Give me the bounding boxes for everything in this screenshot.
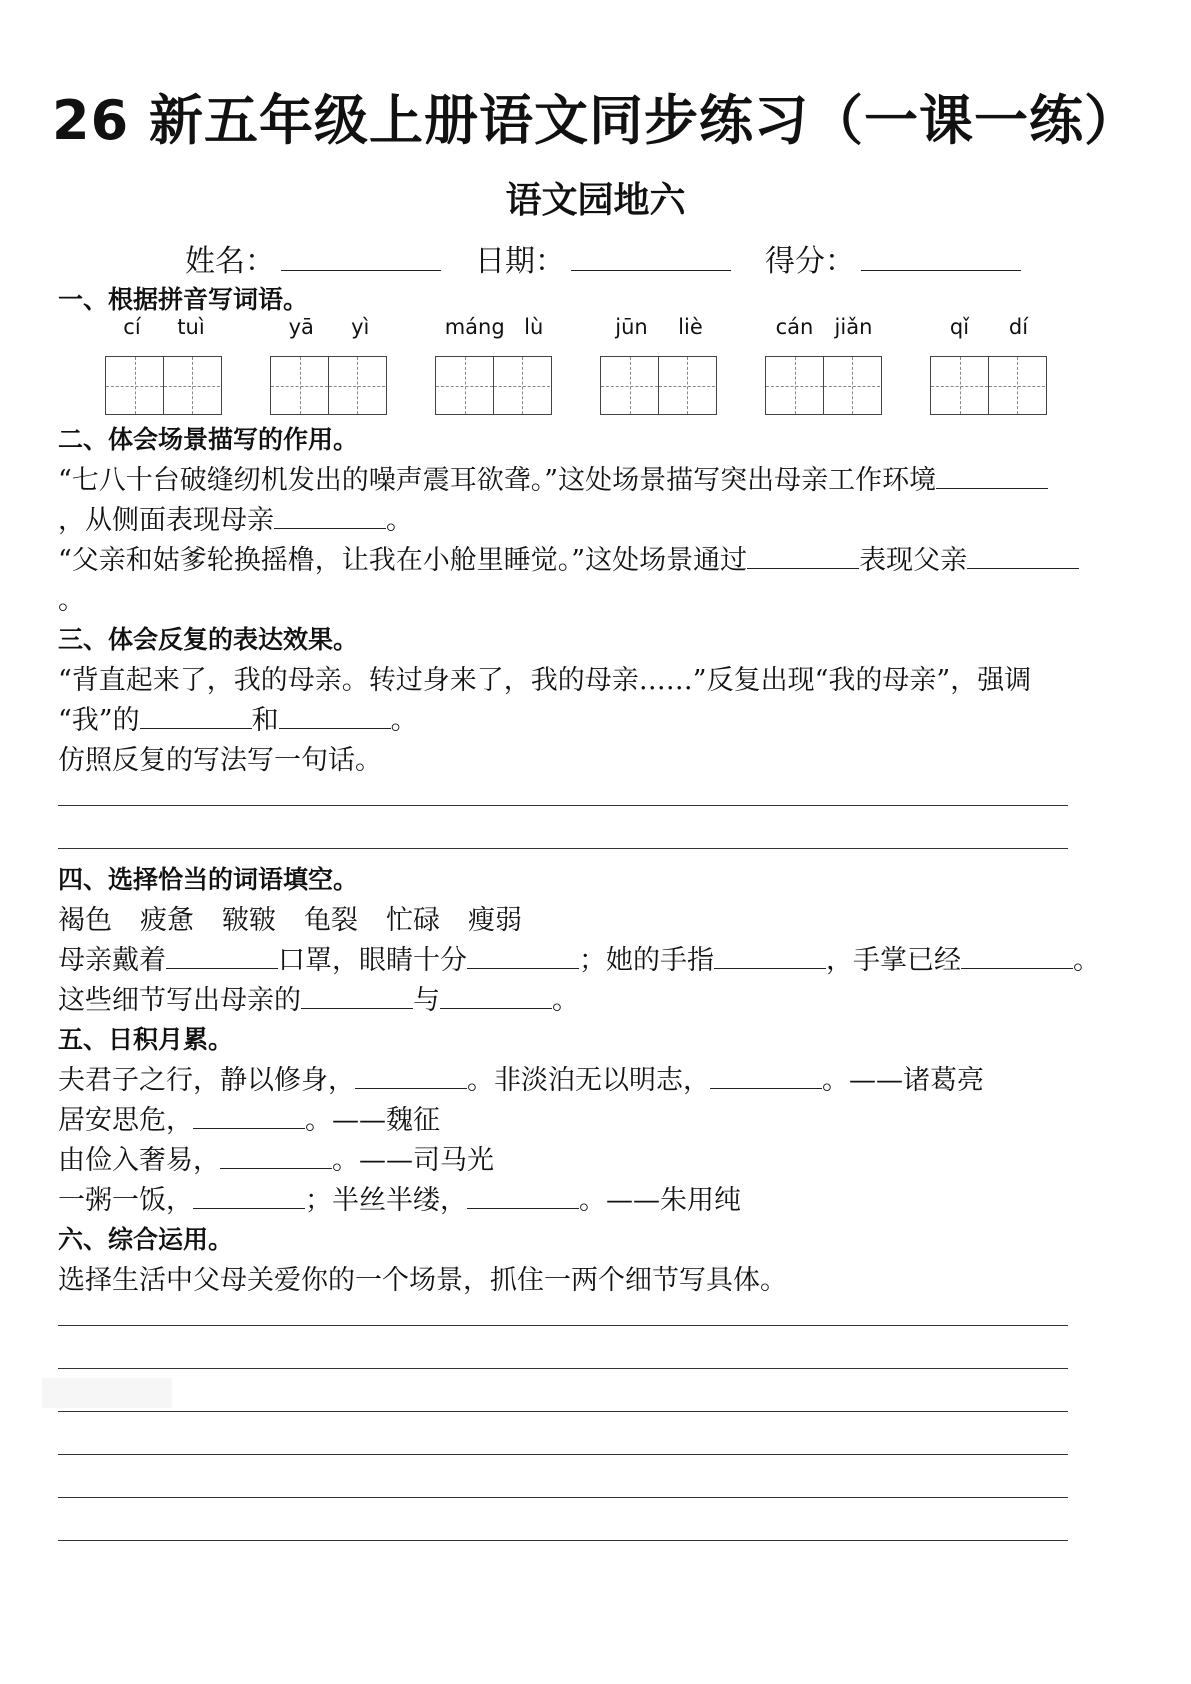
question-line — [58, 1098, 440, 1137]
section-6-heading: 六、综合运用。 — [58, 1225, 234, 1254]
question-text: 母亲戴着 — [58, 945, 166, 976]
pinyin-text: cí — [123, 315, 141, 339]
answer-blank[interactable] — [355, 1062, 467, 1089]
pinyin-text: jūn — [615, 315, 648, 339]
question-text: 。 — [1073, 945, 1100, 976]
question-text: ；她的手指 — [579, 945, 714, 976]
question-text: “父亲和姑爹轮换摇橹，让我在小舱里睡觉。”这处场景通过 — [58, 545, 748, 576]
writing-line[interactable] — [58, 805, 1068, 806]
section-1-heading: 一、根据拼音写词语。 — [58, 285, 309, 314]
question-text: 和 — [251, 705, 279, 736]
question-text: 表现父亲 — [859, 545, 968, 576]
tianzige-box[interactable] — [436, 357, 493, 414]
question-line — [58, 978, 579, 1017]
tianzige-box[interactable] — [163, 357, 220, 414]
section-3-heading: 三、体会反复的表达效果。 — [58, 625, 359, 654]
answer-blank[interactable] — [279, 702, 391, 729]
question-text: ，手掌已经 — [826, 945, 961, 976]
question-line — [58, 1178, 741, 1217]
answer-blank[interactable] — [747, 542, 859, 569]
question-text: 仿照反复的写法写一句话。 — [58, 745, 382, 776]
tianzige-box[interactable] — [658, 357, 715, 414]
question-text: 。——诸葛亮 — [822, 1065, 984, 1096]
date-label: 日期： — [475, 244, 565, 279]
question-text: 选择生活中父母关爱你的一个场景，抓住一两个细节写具体。 — [58, 1265, 787, 1296]
question-text: 夫君子之行，静以修身， — [58, 1065, 355, 1096]
answer-blank[interactable] — [961, 942, 1073, 969]
question-text: 。 — [58, 585, 85, 616]
tianzige-box[interactable] — [106, 357, 163, 414]
pinyin-group — [435, 315, 553, 415]
answer-blank[interactable] — [166, 942, 278, 969]
question-text: 。——魏征 — [305, 1105, 440, 1136]
question-text: 。——司马光 — [332, 1145, 494, 1176]
question-line — [58, 578, 85, 617]
question-line — [58, 1138, 494, 1177]
word-option: 忙碌 — [386, 905, 440, 936]
question-line — [58, 658, 1031, 697]
tianzige-box[interactable] — [601, 357, 658, 414]
pinyin-text: qǐ — [949, 315, 970, 339]
lesson-title: 语文园地六 — [505, 180, 686, 221]
pinyin-group — [105, 315, 223, 415]
question-line — [58, 498, 413, 537]
answer-blank[interactable] — [967, 542, 1079, 569]
question-line — [58, 698, 418, 737]
writing-line[interactable] — [58, 848, 1068, 849]
tianzige-box[interactable] — [766, 357, 823, 414]
answer-blank[interactable] — [714, 942, 826, 969]
question-line — [58, 538, 1079, 577]
question-text: 与 — [413, 985, 440, 1016]
tianzige-box[interactable] — [823, 357, 880, 414]
date-field — [475, 236, 731, 280]
answer-blank[interactable] — [301, 982, 413, 1009]
worksheet-title: 26 新五年级上册语文同步练习（一课一练） — [52, 89, 1139, 152]
question-line — [58, 1058, 984, 1097]
pinyin-group — [765, 315, 883, 415]
pinyin-text: yì — [351, 315, 370, 339]
tianzige-box[interactable] — [931, 357, 988, 414]
pinyin-group — [600, 315, 718, 415]
question-text: 一粥一饭， — [58, 1185, 193, 1216]
answer-blank[interactable] — [936, 462, 1048, 489]
question-text: 。——朱用纯 — [579, 1185, 741, 1216]
question-text: 。 — [386, 505, 413, 536]
answer-blank[interactable] — [467, 942, 579, 969]
word-option: 疲惫 — [140, 905, 194, 936]
word-option: 龟裂 — [304, 905, 358, 936]
writing-line[interactable] — [58, 1454, 1068, 1455]
pinyin-text: tuì — [177, 315, 205, 339]
writing-line[interactable] — [58, 1325, 1068, 1326]
answer-blank[interactable] — [220, 1142, 332, 1169]
pinyin-text: liè — [678, 315, 703, 339]
score-field — [765, 236, 1021, 280]
question-text: “我”的 — [58, 705, 140, 736]
tianzige-box[interactable] — [328, 357, 385, 414]
tianzige-box[interactable] — [988, 357, 1045, 414]
answer-blank[interactable] — [274, 502, 386, 529]
name-blank[interactable] — [281, 240, 441, 271]
question-line — [58, 458, 1048, 497]
pinyin-text: máng — [444, 315, 505, 339]
section-5-heading: 五、日积月累。 — [58, 1025, 234, 1054]
question-text: “背直起来了，我的母亲。转过身来了，我的母亲……”反复出现“我的母亲”，强调 — [58, 665, 1032, 696]
score-blank[interactable] — [861, 240, 1021, 271]
answer-blank[interactable] — [193, 1102, 305, 1129]
question-text: 。非淡泊无以明志， — [467, 1065, 710, 1096]
question-text: 口罩，眼睛十分 — [278, 945, 467, 976]
writing-line[interactable] — [58, 1540, 1068, 1541]
pinyin-text: jiǎn — [834, 315, 873, 339]
question-line — [58, 738, 382, 777]
section-4-heading: 四、选择恰当的词语填空。 — [58, 865, 359, 894]
word-bank — [58, 898, 550, 937]
tianzige-box[interactable] — [493, 357, 550, 414]
question-text: 这些细节写出母亲的 — [58, 985, 301, 1016]
pinyin-group — [930, 315, 1048, 415]
name-label: 姓名： — [185, 244, 275, 279]
pinyin-text: cán — [775, 315, 814, 339]
writing-line[interactable] — [58, 1368, 1068, 1369]
pinyin-group — [270, 315, 388, 415]
date-blank[interactable] — [571, 240, 731, 271]
question-line — [58, 938, 1100, 977]
question-text: ；半丝半缕， — [305, 1185, 467, 1216]
word-option: 皲皲 — [222, 905, 276, 936]
answer-blank[interactable] — [193, 1182, 305, 1209]
question-text: 由俭入奢易， — [58, 1145, 220, 1176]
answer-blank[interactable] — [440, 982, 552, 1009]
question-text: “七八十台破缝纫机发出的噪声震耳欲聋。”这处场景描写突出母亲工作环境 — [58, 465, 937, 496]
faded-watermark — [42, 1378, 172, 1408]
word-option: 瘦弱 — [468, 905, 522, 936]
question-text: 。 — [552, 985, 579, 1016]
pinyin-text: yā — [288, 315, 314, 339]
tianzige-box[interactable] — [271, 357, 328, 414]
score-label: 得分： — [765, 244, 855, 279]
name-field — [185, 236, 441, 280]
pinyin-text: dí — [1008, 315, 1029, 339]
answer-blank[interactable] — [467, 1182, 579, 1209]
section-2-heading: 二、体会场景描写的作用。 — [58, 425, 359, 454]
student-info-row — [185, 236, 1021, 280]
question-line — [58, 1258, 787, 1297]
pinyin-text: lù — [524, 315, 544, 339]
question-text: 。 — [390, 705, 418, 736]
writing-line[interactable] — [58, 1497, 1068, 1498]
answer-blank[interactable] — [710, 1062, 822, 1089]
word-option: 褐色 — [58, 905, 112, 936]
question-text: ，从侧面表现母亲 — [58, 505, 274, 536]
writing-line[interactable] — [58, 1411, 1068, 1412]
answer-blank[interactable] — [140, 702, 252, 729]
question-text: 居安思危， — [58, 1105, 193, 1136]
